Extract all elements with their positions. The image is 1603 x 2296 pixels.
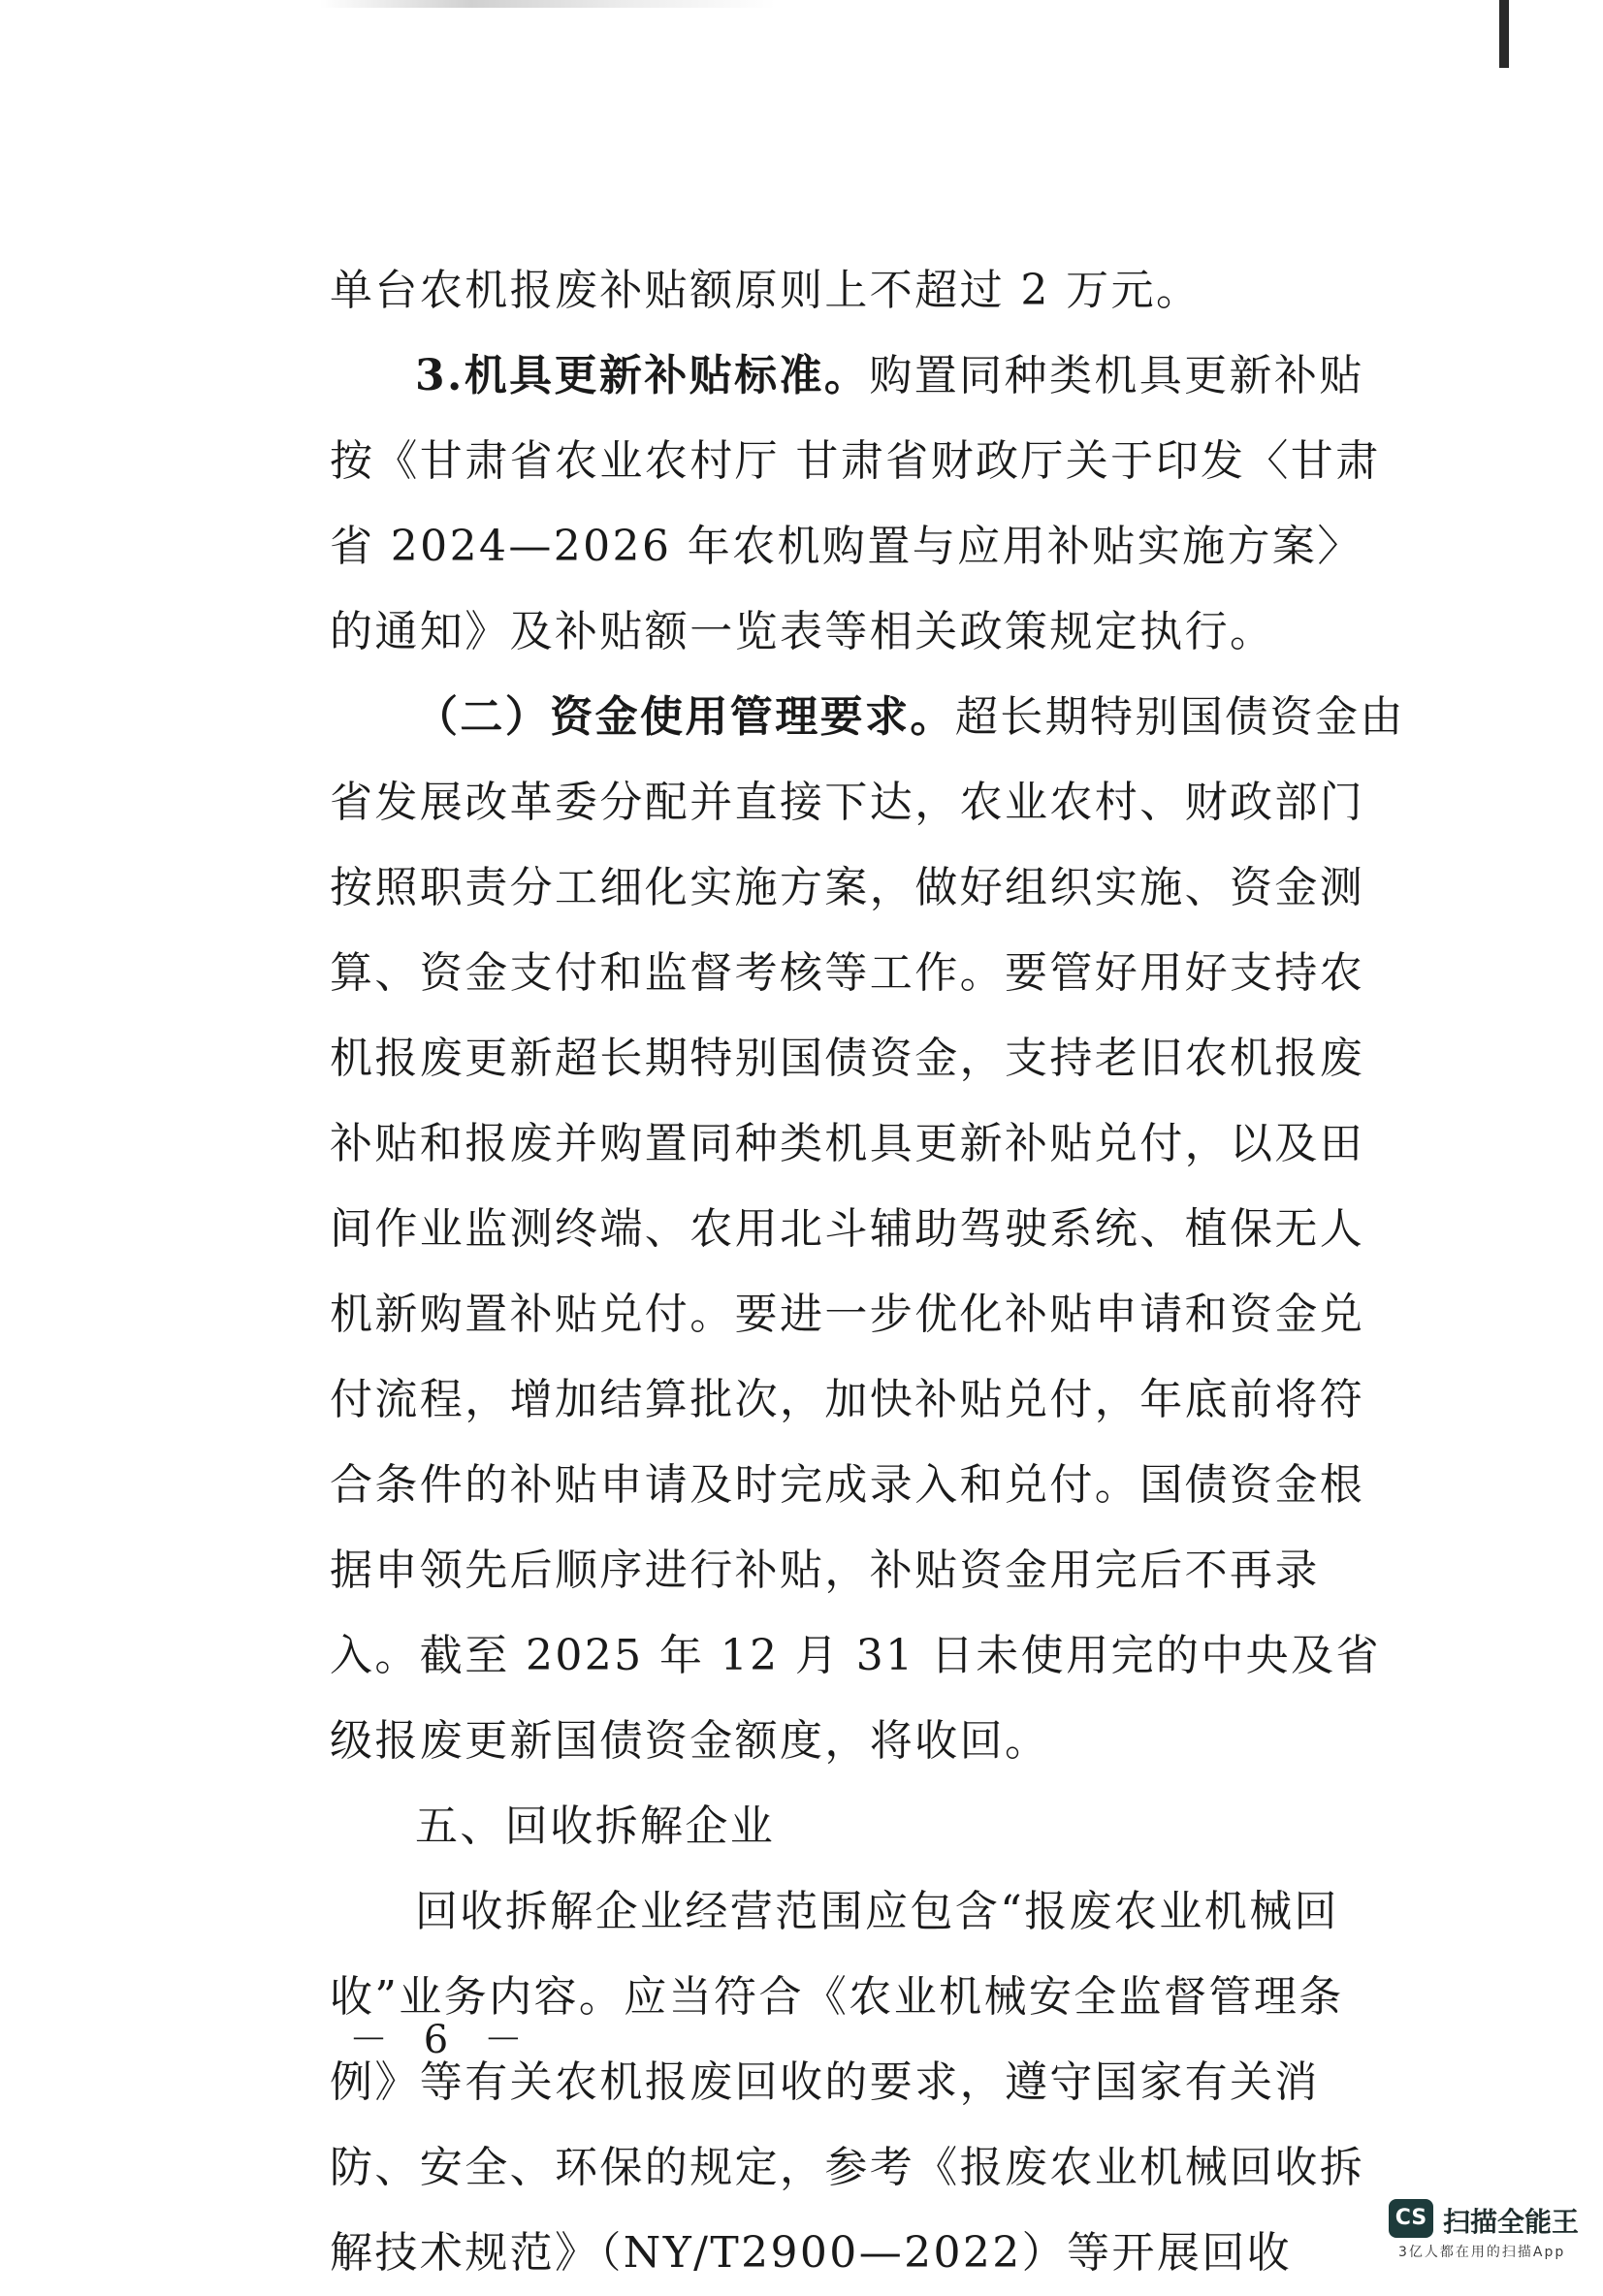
paragraph-text: 超长期特别国债资金由省发展改革委分配并直接下达，农业农村、财政部门按照职责分工细化实施方案，做好组织实施、资金测算、资金支付和监督考核等工作。要管好用好支持农机报废更新超长期特别国债资金，支持老旧农机报废补贴和报废并购置同种类机具更新补贴兑付，以及田间作业监测终端、农用北斗辅助驾驶系统、植保无人机新购置补贴兑付。要进一步优化补贴申请和资金兑付流程，增加结算批次，加快补贴兑付，年底前将符合条件的补贴申请及时完成录入和兑付。国债资金根据申领先后顺序进行补贴，补贴资金用完后不再录入。截至 2025 年 12 月 31 日未使用完的中央及省级报废更新国债资金额度，将收回。	[330, 692, 1405, 1766]
paragraph-lead: （二）资金使用管理要求。	[415, 692, 955, 742]
paragraph-subsidy-limit	[330, 248, 1406, 334]
scanner-watermark	[1389, 2199, 1587, 2261]
scan-smudge	[320, 0, 776, 8]
scan-edge-mark	[1499, 0, 1509, 68]
scanner-app-name: 扫描全能王	[1443, 2206, 1580, 2238]
paragraph-lead: 3.机具更新补贴标准。	[415, 351, 870, 400]
camscanner-logo-icon: CS	[1389, 2199, 1433, 2238]
paragraph-text: 回收拆解企业经营范围应包含“报废农业机械回收”业务内容。应当符合《农业机械安全监督管理条例》等有关农机报废回收的要求，遵守国家有关消防、安全、环保的规定，参考《报废农业机械回收拆解技术规范》（NY/T2900—2022）等开展回收	[330, 1887, 1365, 2278]
paragraph-recycling-enterprises	[330, 1869, 1406, 2296]
paragraph-text: 购置同种类机具更新补贴按《甘肃省农业农村厅 甘肃省财政厅关于印发〈甘肃省 2024—2026 年农机购置与应用补贴实施方案〉的通知》及补贴额一览表等相关政策规定执行。	[330, 351, 1381, 656]
paragraph-equipment-renewal	[330, 334, 1406, 675]
page-number: － 6 －	[349, 2018, 534, 2062]
document-body	[330, 248, 1406, 2296]
paragraph-text: 单台农机报废补贴额原则上不超过 2 万元。	[330, 266, 1202, 315]
paragraph-fund-management	[330, 675, 1406, 1784]
scanner-tagline: 3亿人都在用的扫描App	[1398, 2245, 1566, 2260]
section-heading-recycling: 五、回收拆解企业	[415, 1802, 776, 1851]
